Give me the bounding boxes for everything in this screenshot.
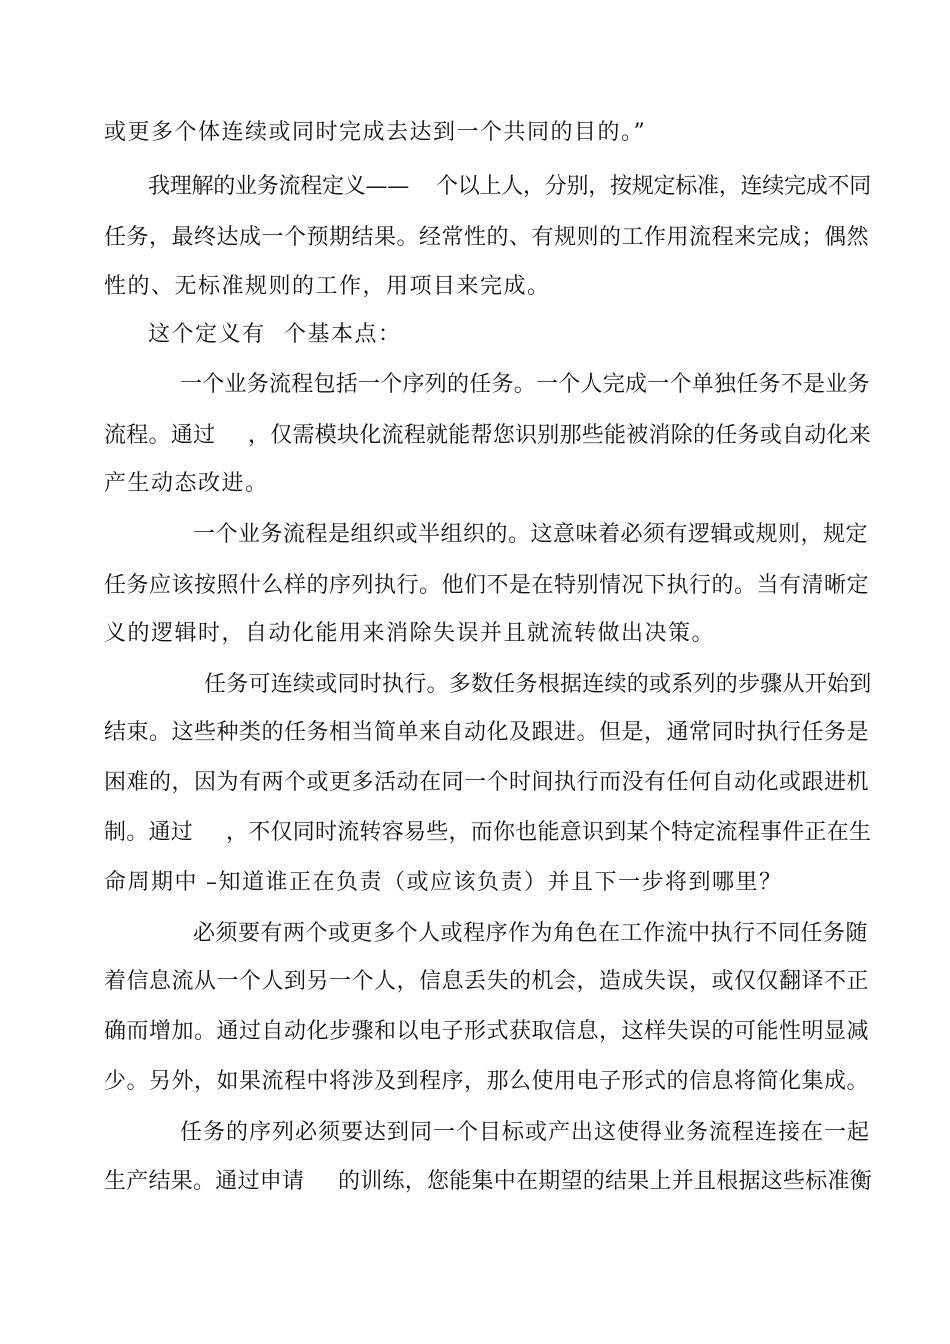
text-segment: 命周期中 [104,870,199,895]
text-line [0,965,950,999]
text-segment: 少。另外，如果流程中将涉及到程序，那么使用电子形式的信息将简化集成。 [104,1069,870,1094]
text-line [0,617,950,651]
text-line [0,1116,950,1150]
text-segment: 任务应该按照什么样的序列执行。他们不是在特别情况下执行的。当有清晰定 [104,573,870,598]
text-segment: 个以上人，分别，按规定标准，连续完成不同 [436,174,872,199]
text-segment: 结束。这些种类的任务相当简单来自动化及跟进。但是，通常同时执行任务是 [104,720,870,745]
text-line [0,668,950,702]
text-segment: –知道谁正在负责（或应该负责）并且下一步将到哪里？ [206,870,783,895]
text-line [0,1015,950,1049]
text-segment: 任务，最终达成一个预期结果。经常性的、有规则的工作用流程来完成；偶然 [104,225,870,250]
text-segment: 个基本点： [284,322,402,347]
text-segment: 着信息流从一个人到另一个人，信息丢失的机会，造成失误，或仅仅翻译不正 [104,969,870,994]
text-segment: 性的、无标准规则的工作，用项目来完成。 [104,274,551,299]
text-segment: 义的逻辑时，自动化能用来消除失误并且就流转做出决策。 [104,621,716,646]
text-segment: 生产结果。通过申请 [104,1169,305,1194]
text-line [0,221,950,255]
text-line [0,766,950,800]
text-line [0,419,950,453]
text-line [0,368,950,402]
text-segment: ，仅需模块化流程就能帮您识别那些能被消除的任务或自动化来 [248,423,872,448]
text-segment: 产生动态改进。 [104,471,269,496]
text-line [0,518,950,552]
text-segment: 一个业务流程包括一个序列的任务。一个人完成一个单独任务不是业务 [180,372,870,397]
text-line [0,716,950,750]
text-line [0,866,950,900]
text-line [0,1165,950,1199]
text-segment: 困难的，因为有两个或更多活动在同一个时间执行而没有任何自动化或跟进机 [104,770,870,795]
text-segment: 任务的序列必须要达到同一个目标或产出这使得业务流程连接在一起 [180,1120,871,1145]
text-segment: 一个业务流程是组织或半组织的。这意味着必须有逻辑或规则，规定 [193,522,869,547]
text-segment: 任务可连续或同时执行。多数任务根据连续的或系列的步骤从开始到 [204,672,872,697]
text-line [0,467,950,501]
text-segment: 我理解的业务流程定义—— [148,174,410,199]
text-segment: 流程。通过 [104,423,216,448]
text-segment: ，不仅同时流转容易些，而你也能意识到某个特定流程事件正在生 [226,820,872,845]
text-line [0,170,950,204]
text-segment: 确而增加。通过自动化步骤和以电子形式获取信息，这样失误的可能性明显减 [104,1019,870,1044]
text-line [0,1065,950,1099]
text-segment: 制。通过 [104,820,194,845]
text-line [0,318,950,352]
text-segment: 必须要有两个或更多个人或程序作为角色在工作流中执行不同任务随 [193,921,869,946]
text-segment: 的训练，您能集中在期望的结果上并且根据这些标准衡 [338,1169,873,1194]
text-line [0,116,950,150]
text-line [0,569,950,603]
text-line [0,917,950,951]
text-segment: 这个定义有 [148,322,266,347]
text-segment: 或更多个体连续或同时完成去达到一个共同的目的。” [104,120,647,145]
text-line [0,270,950,304]
text-line [0,816,950,850]
